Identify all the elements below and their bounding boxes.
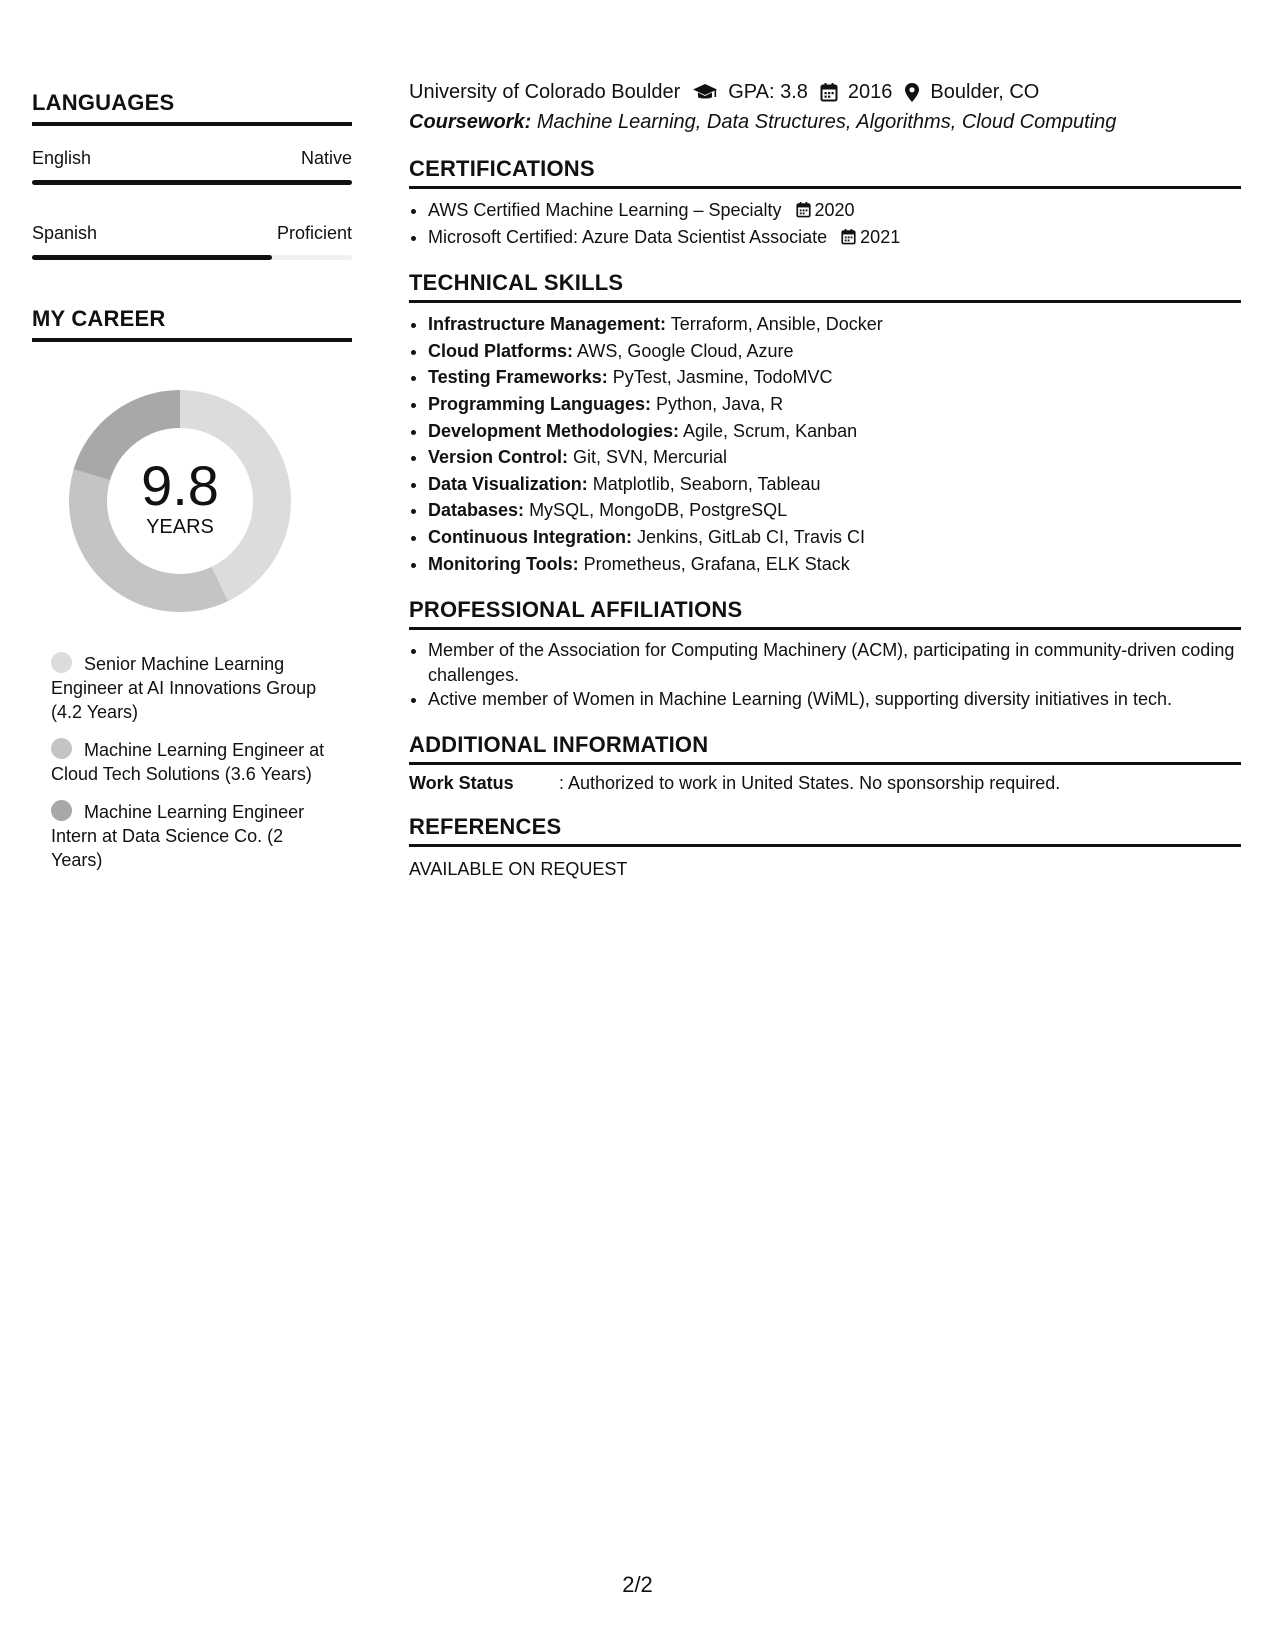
skill-value: AWS, Google Cloud, Azure bbox=[577, 340, 794, 361]
affiliation-item: • Member of the Association for Computing Machinery (ACM), participating in community-driven coding challenges. bbox=[428, 638, 1241, 687]
legend-label: Machine Learning Engineer Intern at Data Science Co. (2 Years) bbox=[51, 802, 305, 870]
skill-item bbox=[428, 338, 1241, 365]
work-status-value: : Authorized to work in United States. No sponsorship required. bbox=[559, 772, 1061, 793]
coursework-label: Coursework: bbox=[409, 111, 532, 133]
skill-value: MySQL, MongoDB, PostgreSQL bbox=[529, 500, 788, 521]
career-legend-item bbox=[51, 652, 336, 724]
affiliations-section bbox=[409, 597, 1241, 712]
skills-list bbox=[409, 311, 1241, 577]
donut-center bbox=[65, 386, 295, 616]
legend-dot bbox=[51, 652, 72, 673]
skill-item bbox=[428, 391, 1241, 418]
career-donut-chart bbox=[65, 386, 295, 616]
education-line bbox=[409, 78, 1241, 106]
education-location: Boulder, CO bbox=[930, 81, 1040, 103]
career-legend-item bbox=[51, 738, 336, 786]
additional-section bbox=[409, 732, 1241, 794]
language-bar-fill bbox=[32, 255, 272, 260]
skill-label: Monitoring Tools: bbox=[428, 553, 579, 574]
career-total-unit: YEARS bbox=[146, 516, 214, 538]
legend-label: Senior Machine Learning Engineer at AI Innovations Group (4.2 Years) bbox=[51, 654, 317, 722]
skill-label: Version Control: bbox=[428, 447, 569, 468]
graduation-cap-icon bbox=[692, 82, 718, 102]
skill-item bbox=[428, 471, 1241, 498]
career-title: MY CAREER bbox=[32, 306, 352, 342]
coursework bbox=[409, 108, 1241, 136]
skill-item bbox=[428, 444, 1241, 471]
calendar-icon bbox=[796, 201, 811, 218]
calendar-icon bbox=[820, 82, 838, 102]
language-bar bbox=[32, 255, 352, 260]
certifications-section bbox=[409, 156, 1241, 250]
skill-label: Databases: bbox=[428, 500, 525, 521]
certifications-title: CERTIFICATIONS bbox=[409, 156, 1241, 189]
language-item bbox=[32, 146, 352, 185]
education-year: 2016 bbox=[847, 81, 893, 103]
skill-item bbox=[428, 364, 1241, 391]
certification-name: Microsoft Certified: Azure Data Scientist Associate bbox=[428, 226, 828, 247]
skill-item bbox=[428, 551, 1241, 578]
education-school: University of Colorado Boulder bbox=[409, 81, 681, 103]
skill-value: Jenkins, GitLab CI, Travis CI bbox=[636, 526, 866, 547]
skill-value: Terraform, Ansible, Docker bbox=[670, 314, 883, 335]
legend-label: Machine Learning Engineer at Cloud Tech Solutions (3.6 Years) bbox=[51, 740, 325, 784]
language-level: Proficient bbox=[276, 223, 352, 243]
skill-label: Development Methodologies: bbox=[428, 420, 680, 441]
skills-title: TECHNICAL SKILLS bbox=[409, 270, 1241, 303]
language-bar bbox=[32, 180, 352, 185]
legend-dot bbox=[51, 738, 72, 759]
certification-year: 2021 bbox=[860, 226, 901, 247]
work-status bbox=[409, 773, 1241, 794]
skill-label: Continuous Integration: bbox=[428, 526, 632, 547]
skill-value: PyTest, Jasmine, TodoMVC bbox=[612, 367, 833, 388]
skill-item bbox=[428, 497, 1241, 524]
education-gpa: GPA: 3.8 bbox=[728, 81, 808, 103]
affiliations-title: PROFESSIONAL AFFILIATIONS bbox=[409, 597, 1241, 630]
skill-item bbox=[428, 418, 1241, 445]
language-bar-fill bbox=[32, 180, 352, 185]
right-column bbox=[409, 78, 1241, 880]
page-number: 2/2 bbox=[622, 1572, 653, 1597]
skill-label: Cloud Platforms: bbox=[428, 340, 574, 361]
career-total-years: 9.8 bbox=[141, 454, 219, 517]
skill-label: Infrastructure Management: bbox=[428, 314, 667, 335]
certification-name: AWS Certified Machine Learning – Specialty bbox=[428, 200, 782, 220]
languages-title: LANGUAGES bbox=[32, 90, 352, 126]
certification-item bbox=[428, 224, 1241, 251]
skill-value: Git, SVN, Mercurial bbox=[573, 447, 728, 468]
affiliations-list bbox=[409, 638, 1241, 712]
skill-value: Matplotlib, Seaborn, Tableau bbox=[592, 473, 821, 494]
skills-section bbox=[409, 270, 1241, 577]
certification-year: 2020 bbox=[814, 200, 855, 220]
language-item bbox=[32, 221, 352, 260]
references-title: REFERENCES bbox=[409, 814, 1241, 847]
certifications-list bbox=[409, 197, 1241, 250]
skill-value: Prometheus, Grafana, ELK Stack bbox=[583, 553, 850, 574]
calendar-icon bbox=[841, 228, 856, 245]
career-legend-item bbox=[51, 800, 336, 872]
language-name: Spanish bbox=[32, 223, 98, 243]
affiliation-item: • Active member of Women in Machine Learning (WiML), supporting diversity initiatives in tech. bbox=[428, 687, 1241, 712]
left-column bbox=[32, 90, 352, 886]
additional-title: ADDITIONAL INFORMATION bbox=[409, 732, 1241, 765]
references-section bbox=[409, 814, 1241, 880]
skill-label: Data Visualization: bbox=[428, 473, 588, 494]
references-text: AVAILABLE ON REQUEST bbox=[409, 858, 628, 879]
skill-item bbox=[428, 524, 1241, 551]
map-pin-icon bbox=[904, 82, 920, 103]
language-name: English bbox=[32, 148, 92, 168]
certification-item bbox=[428, 197, 1241, 224]
skill-label: Programming Languages: bbox=[428, 393, 652, 414]
work-status-label: Work Status bbox=[409, 772, 514, 793]
skill-item bbox=[428, 311, 1241, 338]
legend-dot bbox=[51, 800, 72, 821]
skill-value: Python, Java, R bbox=[656, 393, 784, 414]
skill-label: Testing Frameworks: bbox=[428, 367, 608, 388]
language-level: Native bbox=[300, 148, 352, 168]
coursework-list: Machine Learning, Data Structures, Algorithms, Cloud Computing bbox=[536, 111, 1117, 133]
skill-value: Agile, Scrum, Kanban bbox=[683, 420, 858, 441]
career-legend bbox=[51, 652, 336, 872]
languages-list bbox=[32, 146, 352, 260]
